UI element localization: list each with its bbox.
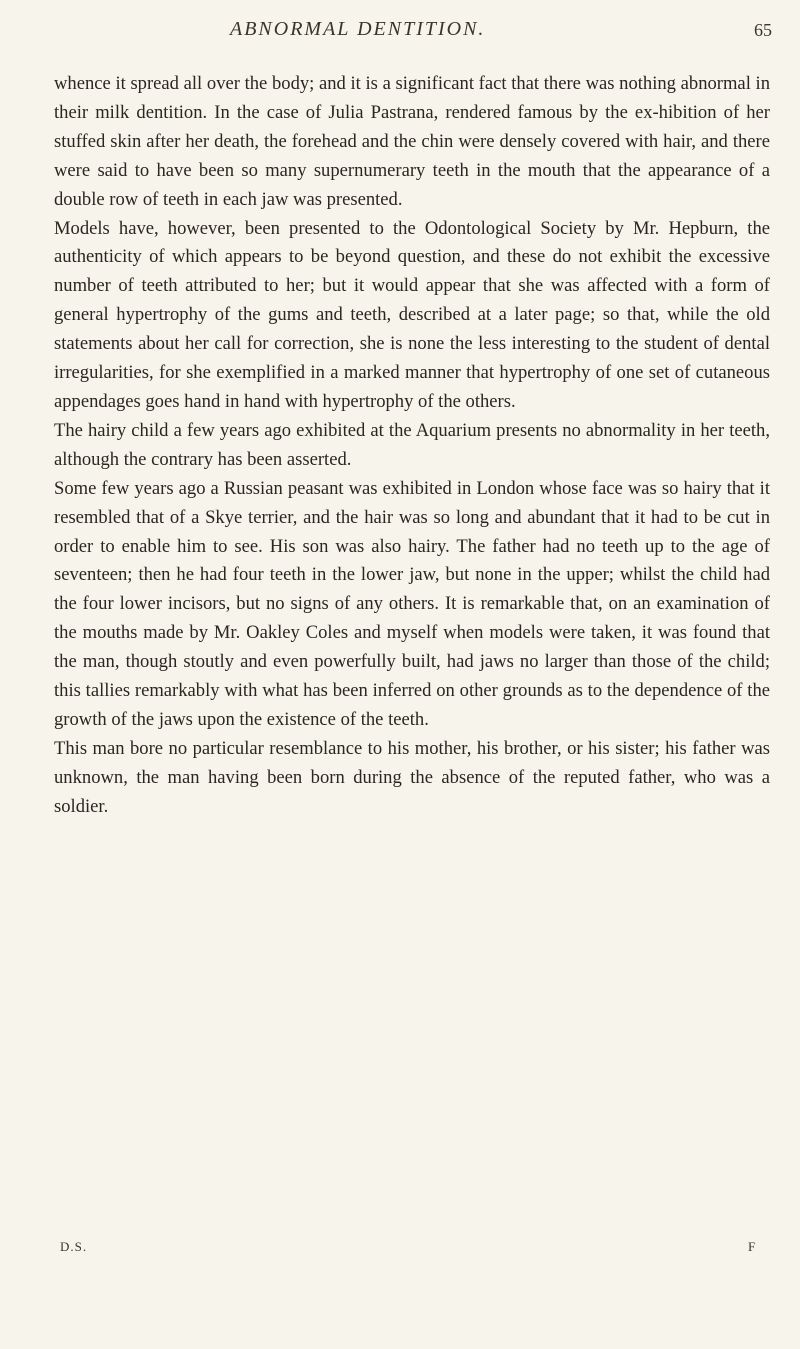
paragraph: Some few years ago a Russian peasant was exhibited in London whose face was so hairy that it resembled that of a Skye terrier, and the hair was so long and abundant that it had to be cut in order to enable him to see. His son was also hairy. The father had no teeth up to the age of seventeen; then he had four teeth in the lower jaw, but none in the upper; whilst the child had the four lower incisors, but no signs of any others. It is remarkable that, on an examination of the mouths made by Mr. Oakley Coles and myself when models were taken, it was found that the man, though stoutly and even powerfully built, had jaws no larger than those of the child; this tallies remarkably with what has been inferred on other grounds as to the dependence of the growth of the jaws upon the existence of the teeth. [54, 477, 770, 730]
body-text [54, 70, 770, 822]
running-head [0, 18, 800, 48]
paragraph: whence it spread all over the body; and it is a significant fact that there was nothing abnormal in their milk dentition. In the case of Julia Pastrana, rendered famous by the ex-hibition of her stuffed skin after her death, the forehead and the chin were densely covered with hair, and there were said to have been so many supernumerary teeth in the mouth that the appearance of a double row of teeth in each jaw was presented. [54, 73, 770, 210]
signature-mark: F [748, 1239, 756, 1254]
page-number: 65 [754, 20, 772, 40]
running-title: ABNORMAL DENTITION. [230, 18, 486, 40]
paragraph: The hairy child a few years ago exhibited at the Aquarium presents no abnormality in her teeth, although the contrary has been asserted. [54, 419, 770, 470]
printer-signature: D.S. [60, 1239, 88, 1254]
paragraph: Models have, however, been presented to the Odontological Society by Mr. Hepburn, the authenticity of which appears to be beyond question, and these do not exhibit the excessive number of teeth attributed to her; but it would appear that she was affected with a form of general hypertrophy of the gums and teeth, described at a later page; so that, while the old statements about her call for correction, she is none the less interesting to the student of dental irregularities, for she exemplified in a marked manner that hypertrophy of one set of cutaneous appendages goes hand in hand with hypertrophy of the others. [54, 217, 770, 412]
page-footer [0, 1239, 800, 1263]
paragraph: This man bore no particular resemblance to his mother, his brother, or his sister; his father was unknown, the man having been born during the absence of the reputed father, who was a soldier. [54, 737, 770, 817]
